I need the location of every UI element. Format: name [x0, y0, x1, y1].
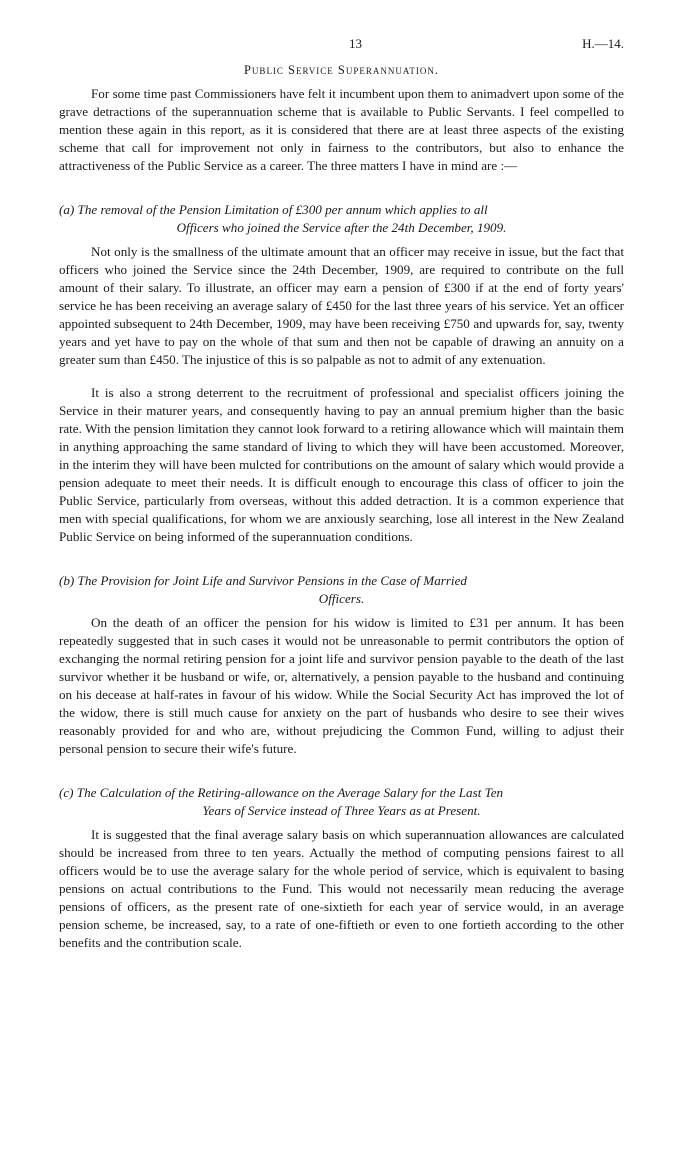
- section-a: [59, 201, 624, 546]
- section-b-heading-line1: (b) The Provision for Joint Life and Survivor Pensions in the Case of Married: [59, 573, 467, 588]
- document-reference: H.—14.: [582, 36, 624, 51]
- section-c-heading-line2: Years of Service instead of Three Years as at Present.: [202, 803, 481, 818]
- page-number: 13: [349, 36, 362, 51]
- section-a-paragraph-2: It is also a strong deterrent to the recruitment of professional and specialist officers joining the Service in their maturer years, and consequently having to pay an annual premium higher than the basic rate. With the pension limitation they cannot look forward to a retiring allowance which will maintain them in anything approaching the same standard of living to which they will have been accustomed. Moreover, in the interim they will have been mulcted for contributions on the amount of salary which would provide a pension adequate to meet their needs. It is difficult enough to encourage this class of officer to join the Public Service, particularly from overseas, without this added detraction. It is a common experience that men with special qualifications, for whom we are anxiously searching, lose all interest in the New Zealand Public Service on being informed of the superannuation conditions.: [59, 385, 624, 544]
- intro-paragraph: For some time past Commissioners have felt it incumbent upon them to animadvert upon some of the grave detractions of the superannuation scheme that is available to Public Servants. I feel compelled to mention these again in this report, as it is considered that there are at least three aspects of the existing scheme that call for improvement not only in fairness to the contributors, but also to enhance the attractiveness of the Public Service as a career. The three matters I have in mind are :—: [59, 86, 624, 173]
- section-c-heading-line1: (c) The Calculation of the Retiring-allowance on the Average Salary for the Last Ten: [59, 785, 504, 800]
- section-a-heading-line2: Officers who joined the Service after the 24th December, 1909.: [176, 220, 507, 235]
- section-a-paragraph-1: Not only is the smallness of the ultimate amount that an officer may receive in issue, but the fact that officers who joined the Service since the 24th December, 1909, are required to contribute on the full amount of their salary. To illustrate, an officer may earn a pension of £300 if at the end of forty years' service he has been receiving an average salary of £450 for the last three years of his service. Yet an officer appointed subsequent to 24th December, 1909, may have been receiving £750 and upwards for, say, twenty years and yet have to pay on the whole of that sum and then not be capable of drawing an annuity on a greater sum than £450. The injustice of this is so palpable as not to admit of any extenuation.: [59, 244, 624, 367]
- page-title: Public Service Superannuation.: [243, 63, 439, 77]
- section-b-heading-line2: Officers.: [318, 591, 365, 606]
- section-a-heading: [59, 201, 624, 237]
- section-c-paragraph-1: It is suggested that the final average salary basis on which superannuation allowances are calculated should be increased from three to ten years. Actually the method of computing pensions fairest to all officers would be to use the average salary for the whole period of service, which is equivalent to basing pensions on actual contributions to the Fund. This would not necessarily mean reducing the average pensions of officers, as the present rate of one-sixtieth for each year of service would, in an average pension scheme, be increased, say, to a rate of one-fiftieth or even to one fortieth according to the other benefits and the contribution scale.: [59, 827, 624, 950]
- running-head: [59, 36, 624, 56]
- section-a-heading-line1: (a) The removal of the Pension Limitation of £300 per annum which applies to all: [59, 202, 488, 217]
- section-c-heading: [59, 784, 624, 820]
- section-b-paragraph-1: On the death of an officer the pension for his widow is limited to £31 per annum. It has been repeatedly suggested that in such cases it would not be unreasonable to permit contributors the option of exchanging the normal retiring pension for a joint life and survivor pension payable to the death of the last survivor whether it be husband or wife, or, alternatively, a pension payable to the husband and continuing on his decease at half-rates in favour of his widow. While the Social Security Act has improved the lot of the widow, there is still much cause for anxiety on the part of husbands who desire to see their wives reasonably provided for and who are, without prejudicing the Common Fund, willing to adjust their personal pension to secure their wife's future.: [59, 615, 624, 756]
- section-c: [59, 784, 624, 952]
- section-b-heading: [59, 572, 624, 608]
- section-b: [59, 572, 624, 758]
- document-page: [59, 36, 624, 952]
